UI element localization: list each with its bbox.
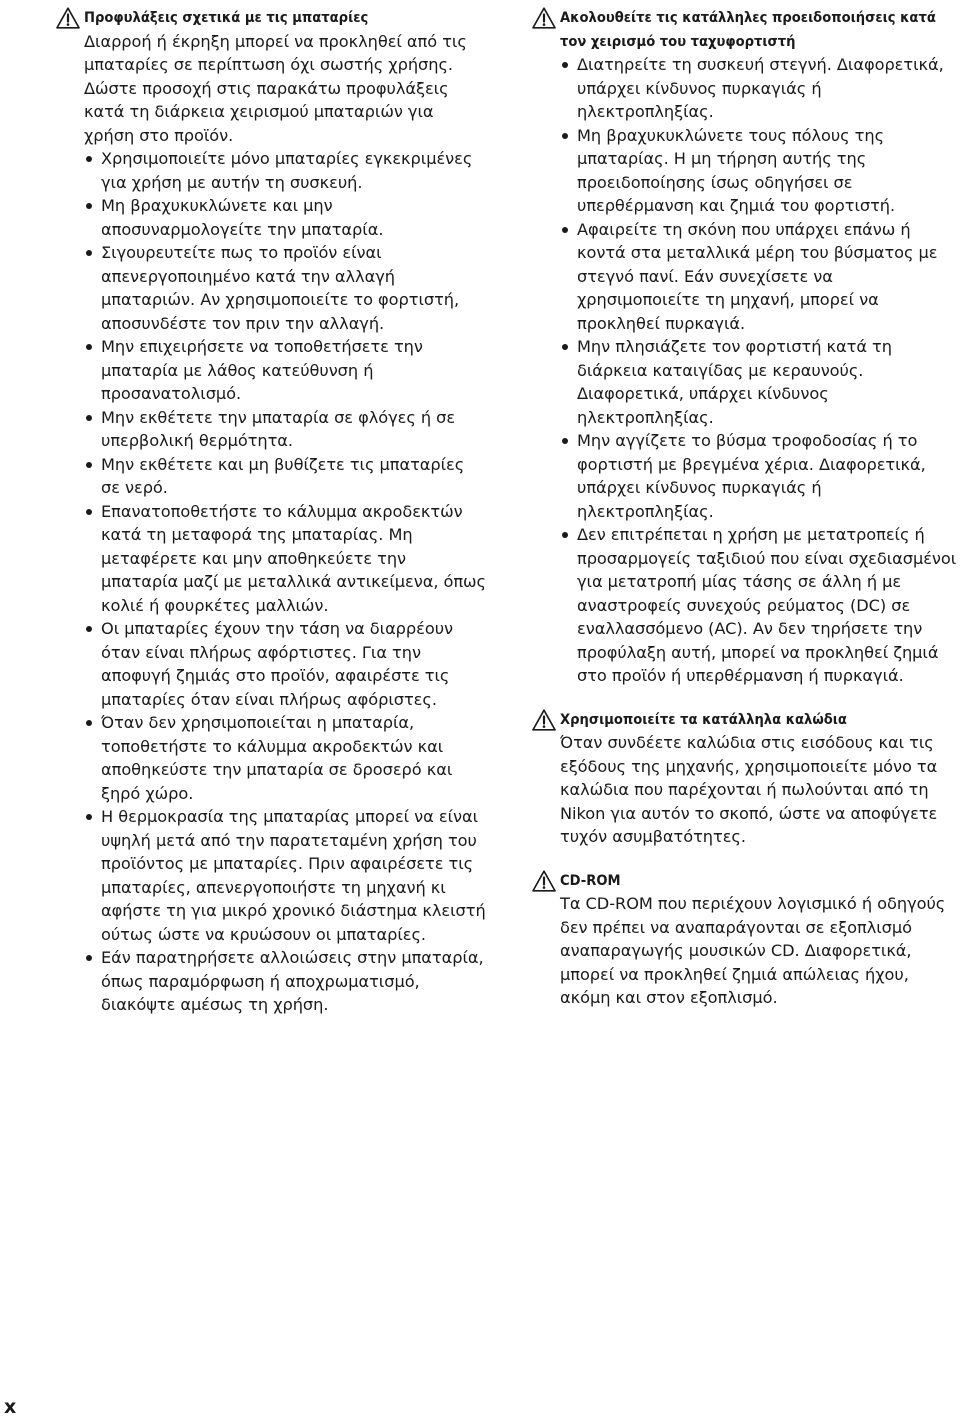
list-item: Μην πλησιάζετε τον φορτιστή κατά τη διάρκεια καταιγίδας με κεραυνούς. Διαφορετικά, υπάρχει κίνδυνος ηλεκτροπληξίας.: [560, 335, 960, 429]
cables-body: Όταν συνδέετε καλώδια στις εισόδους και τις εξόδους της μηχανής, χρησιμοποιείτε μόνο τα καλώδια που παρέχονται ή πωλούνται από τη Nikon για αυτόν το σκοπό, ώστε να αποφύγετε τυχόν ασυμβατότητες.: [560, 733, 938, 846]
list-item: Η θερμοκρασία της μπαταρίας μπορεί να είναι υψηλή μετά από την παρατεταμένη χρήση του προϊόντος με μπαταρίες. Πριν αφαιρέσετε τις μπαταρίες, απενεργοποιήστε τη μηχανή κι αφήστε τη για μικρό χρονικό διάστημα κλειστή ούτως ώστε να κρυώσουν οι μπαταρίες.: [84, 805, 486, 946]
cdrom-heading: CD-ROM: [560, 871, 621, 889]
cables-section: [532, 708, 960, 849]
list-item: Αφαιρείτε τη σκόνη που υπάρχει επάνω ή κοντά στα μεταλλικά μέρη του βύσματος με στεγνό πανί. Εάν συνεχίσετε να χρησιμοποιείτε τη μηχανή, μπορεί να προκληθεί πυρκαγιά.: [560, 218, 960, 336]
list-item: Διατηρείτε τη συσκευή στεγνή. Διαφορετικά, υπάρχει κίνδυνος πυρκαγιάς ή ηλεκτροπληξίας.: [560, 53, 960, 124]
charger-precautions-heading: Ακολουθείτε τις κατάλληλες προειδοποιήσεις κατά τον χειρισμό του ταχυφορτιστή: [560, 9, 936, 50]
list-item: Όταν δεν χρησιμοποιείται η μπαταρία, τοποθετήστε το κάλυμμα ακροδεκτών και αποθηκεύστε την μπαταρία σε δροσερό και ξηρό χώρο.: [84, 711, 486, 805]
left-column: [56, 6, 486, 1017]
list-item: Οι μπαταρίες έχουν την τάση να διαρρέουν όταν είναι πλήρως αφόρτιστες. Για την αποφυγή ζημιάς στο προϊόν, αφαιρέστε τις μπαταρίες όταν είναι πλήρως αφόριστες.: [84, 617, 486, 711]
list-item: Μην επιχειρήσετε να τοποθετήσετε την μπαταρία με λάθος κατεύθυνση ή προσανατολισμό.: [84, 335, 486, 406]
charger-precautions-section: [532, 6, 960, 688]
right-column: [532, 6, 960, 1010]
battery-precautions-intro: Διαρροή ή έκρηξη μπορεί να προκληθεί από τις μπαταρίες σε περίπτωση όχι σωστής χρήσης. Δώστε προσοχή στις παρακάτω προφυλάξεις κατά τη διάρκεια χειρισμού μπαταριών για χρήση στο προϊόν.: [84, 31, 467, 145]
cables-heading: Χρησιμοποιείτε τα κατάλληλα καλώδια: [560, 710, 847, 728]
list-item: Μη βραχυκυκλώνετε τους πόλους της μπαταρίας. Η μη τήρηση αυτής της προειδοποίησης ίσως οδηγήσει σε υπερθέρμανση και ζημιά του φορτιστή.: [560, 124, 960, 218]
warning-triangle-icon: [532, 709, 556, 731]
battery-precautions-list: [84, 147, 486, 1017]
charger-precautions-list: [560, 53, 960, 688]
page-number: x: [4, 1396, 17, 1418]
list-item: Μην αγγίζετε το βύσμα τροφοδοσίας ή το φορτιστή με βρεγμένα χέρια. Διαφορετικά, υπάρχει κίνδυνος πυρκαγιάς ή ηλεκτροπληξίας.: [560, 429, 960, 523]
list-item: Επανατοποθετήστε το κάλυμμα ακροδεκτών κατά τη μεταφορά της μπαταρίας. Μη μεταφέρετε και μην αποθηκεύετε την μπαταρία μαζί με μεταλλικά αντικείμενα, όπως κολιέ ή φουρκέτες μαλλιών.: [84, 500, 486, 618]
list-item: Σιγουρευτείτε πως το προϊόν είναι απενεργοποιημένο κατά την αλλαγή μπαταριών. Αν χρησιμοποιείτε το φορτιστή, αποσυνδέστε τον πριν την αλλαγή.: [84, 241, 486, 335]
cdrom-section: [532, 869, 960, 1010]
battery-precautions-section: [56, 6, 486, 1017]
warning-triangle-icon: [532, 7, 556, 29]
list-item: Μην εκθέτετε και μη βυθίζετε τις μπαταρίες σε νερό.: [84, 453, 486, 500]
list-item: Μην εκθέτετε την μπαταρία σε φλόγες ή σε υπερβολική θερμότητα.: [84, 406, 486, 453]
list-item: Δεν επιτρέπεται η χρήση με μετατροπείς ή προσαρμογείς ταξιδιού που είναι σχεδιασμένοι για μετατροπή μίας τάσης σε άλλη ή με αναστροφείς συνεχούς ρεύματος (DC) σε εναλλασσόμενο (AC). Αν δεν τηρήσετε την προφύλαξη αυτή, μπορεί να προκληθεί ζημιά στο προϊόν ή υπερθέρμανση ή πυρκαγιά.: [560, 523, 960, 688]
warning-triangle-icon: [532, 870, 556, 892]
cdrom-body: Τα CD-ROM που περιέχουν λογισμικό ή οδηγούς δεν πρέπει να αναπαράγονται σε εξοπλισμό αναπαραγωγής μουσικών CD. Διαφορετικά, μπορεί να προκληθεί ζημιά απώλειας ήχου, ακόμη και στον εξοπλισμό.: [560, 894, 946, 1007]
list-item: Μη βραχυκυκλώνετε και μην αποσυναρμολογείτε την μπαταρία.: [84, 194, 486, 241]
warning-triangle-icon: [56, 7, 80, 29]
list-item: Χρησιμοποιείτε μόνο μπαταρίες εγκεκριμένες για χρήση με αυτήν τη συσκευή.: [84, 147, 486, 194]
battery-precautions-heading: Προφυλάξεις σχετικά με τις μπαταρίες: [84, 9, 369, 26]
list-item: Εάν παρατηρήσετε αλλοιώσεις στην μπαταρία, όπως παραμόρφωση ή αποχρωματισμό, διακόψτε αμέσως τη χρήση.: [84, 946, 486, 1017]
